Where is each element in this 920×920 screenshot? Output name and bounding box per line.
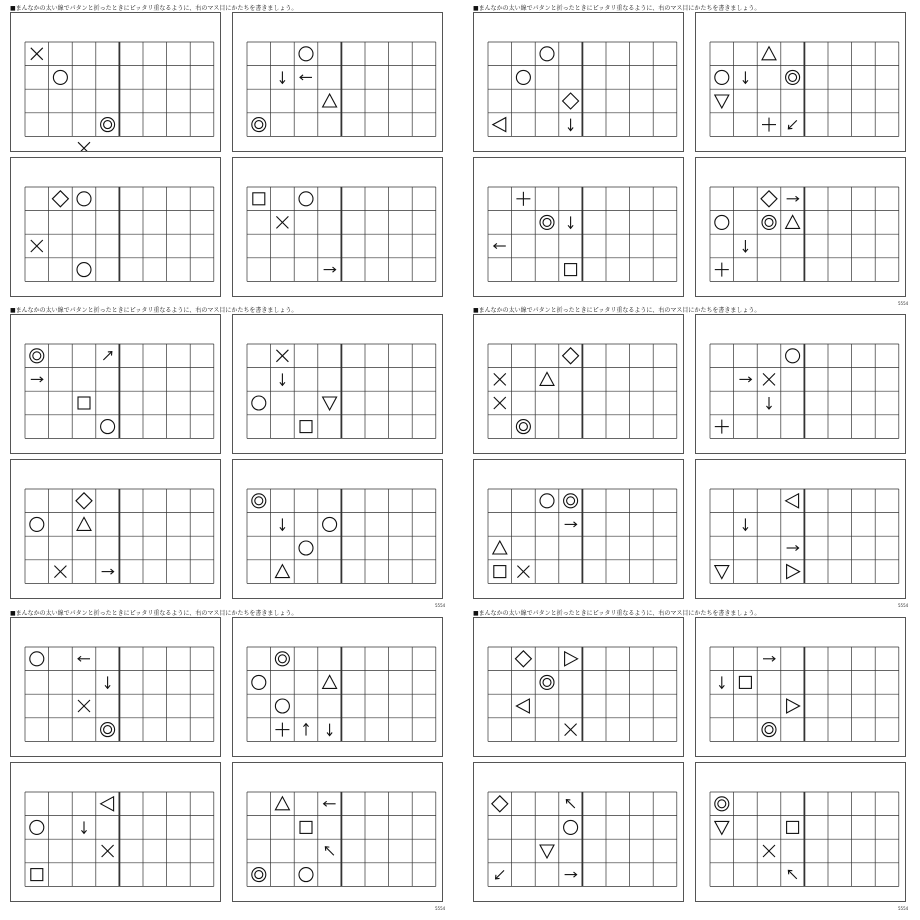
puzzle-card [10,12,221,152]
shape-circle [252,675,266,689]
puzzle-card [695,12,906,152]
shape-down [568,119,573,131]
shape-down [766,397,771,409]
shape-right [565,872,577,877]
shape-circle [77,192,91,206]
shape-triangle [323,94,337,107]
shape-circle [540,494,554,508]
grid [11,158,220,296]
puzzle-card [232,617,443,757]
worksheet-page [10,610,450,910]
shape-tri-right [565,652,578,666]
puzzle-card [232,762,443,902]
grid [11,13,220,151]
shape-right [787,196,799,201]
shape-upleft [566,800,574,808]
shape-cross [78,142,90,151]
shape-triangle [323,675,337,688]
grid [696,13,905,151]
shape-tri-left [786,494,799,508]
shape-left [324,801,336,806]
puzzle-card [232,157,443,297]
shape-diamond [515,651,531,667]
shape-down [743,71,748,83]
puzzle-card [473,617,684,757]
shape-square [787,821,799,833]
worksheet-page [473,307,913,607]
shape-tri-right [787,565,800,579]
grid [233,13,442,151]
shape-plus [275,723,289,737]
shape-square [300,421,312,433]
shape-square [31,869,43,881]
shape-plus [762,118,776,132]
grid [233,158,442,296]
page-code: 5554 [898,906,909,911]
shape-diamond [563,348,579,364]
instruction-text: ■まんなかの太い線でパタンと折ったときにピッタリ重なるように、右のマス目にかたちを書きましょう。 [10,5,298,12]
puzzle-card [695,157,906,297]
shape-circle [53,70,67,84]
shape-tri-left [101,797,114,811]
shape-double [564,494,578,508]
shape-tri-down [540,845,554,858]
grid [11,763,220,901]
shape-square [565,264,577,276]
grid [233,763,442,901]
shape-tri-down [323,397,337,410]
grid [474,460,683,598]
grid [474,13,683,151]
shape-diamond [563,93,579,109]
puzzle-card [473,157,684,297]
shape-circle [715,215,729,229]
shape-double [252,118,266,132]
shape-square [494,566,506,578]
grid [696,618,905,756]
shape-circle [540,47,554,61]
shape-tri-down [715,95,729,108]
grid [474,158,683,296]
shape-double [30,349,44,363]
shape-circle [323,517,337,531]
page-code: 5554 [898,603,909,608]
shape-triangle [275,565,289,578]
shape-circle [299,868,313,882]
grid [11,618,220,756]
grid [233,315,442,453]
shape-circle [299,192,313,206]
shape-double [786,70,800,84]
shape-diamond [76,493,92,509]
worksheet-page [10,5,450,305]
shape-down [743,518,748,530]
shape-diamond [492,796,508,812]
shape-cross [517,566,529,578]
shape-circle [77,263,91,277]
shape-double [252,868,266,882]
shape-square [300,821,312,833]
shape-circle [516,70,530,84]
shape-circle [299,47,313,61]
shape-right [565,522,577,527]
shape-double [540,675,554,689]
shape-plus [516,192,530,206]
page-code: 5554 [435,603,446,608]
shape-up [303,724,308,736]
shape-circle [252,396,266,410]
grid [696,158,905,296]
grid [11,315,220,453]
shape-down [280,518,285,530]
shape-circle [101,420,115,434]
shape-down [743,240,748,252]
shape-double [540,215,554,229]
shape-cross [494,397,506,409]
shape-tri-left [516,699,529,713]
shape-double [275,652,289,666]
shape-down [719,676,724,688]
puzzle-card [473,12,684,152]
shape-cross [763,845,775,857]
worksheet-page [473,610,913,910]
shape-triangle [762,47,776,60]
puzzle-card [10,157,221,297]
shape-circle [275,699,289,713]
shape-square [253,193,265,205]
grid [474,315,683,453]
worksheet-page [473,5,913,305]
shape-cross [565,724,577,736]
shape-cross [54,566,66,578]
grid [233,618,442,756]
shape-right [31,377,43,382]
shape-cross [276,350,288,362]
puzzle-card [232,459,443,599]
shape-circle [30,517,44,531]
shape-double [762,215,776,229]
shape-down [105,676,110,688]
grid [11,460,220,598]
shape-circle [564,820,578,834]
shape-down [568,216,573,228]
shape-diamond [761,191,777,207]
shape-down [280,373,285,385]
shape-right [787,545,799,550]
puzzle-card [695,459,906,599]
shape-down [280,71,285,83]
shape-cross [763,373,775,385]
shape-double [101,723,115,737]
grid [233,460,442,598]
puzzle-card [10,762,221,902]
puzzle-card [473,459,684,599]
puzzle-card [695,617,906,757]
shape-diamond [52,191,68,207]
puzzle-card [10,617,221,757]
puzzle-card [695,314,906,454]
shape-downleft [496,870,504,878]
shape-cross [78,700,90,712]
instruction-text: ■まんなかの太い線でパタンと折ったときにピッタリ重なるように、右のマス目にかたちを書きましょう。 [473,307,761,314]
grid [474,618,683,756]
puzzle-card [473,762,684,902]
instruction-text: ■まんなかの太い線でパタンと折ったときにピッタリ重なるように、右のマス目にかたちを書きましょう。 [473,610,761,617]
shape-circle [30,820,44,834]
shape-tri-down [715,821,729,834]
shape-circle [715,70,729,84]
worksheet-page [10,307,450,607]
shape-double [101,118,115,132]
shape-double [762,723,776,737]
shape-down [81,821,86,833]
puzzle-card [695,762,906,902]
shape-right [763,656,775,661]
shape-right [102,569,114,574]
page-code: 5554 [898,301,909,306]
shape-triangle [275,797,289,810]
shape-cross [102,845,114,857]
instruction-text: ■まんなかの太い線でパタンと折ったときにピッタリ重なるように、右のマス目にかたちを書きましょう。 [473,5,761,12]
grid [474,763,683,901]
shape-upleft [325,847,333,855]
shape-down [327,724,332,736]
grid [696,315,905,453]
puzzle-card [232,314,443,454]
shape-plus [715,263,729,277]
shape-square [739,676,751,688]
shape-tri-left [493,118,506,132]
shape-tri-right [787,699,800,713]
puzzle-card [473,314,684,454]
grid [696,763,905,901]
puzzle-card [232,12,443,152]
shape-plus [715,420,729,434]
shape-cross [276,216,288,228]
shape-right [739,377,751,382]
shape-square [78,397,90,409]
puzzle-card [10,314,221,454]
shape-triangle [540,372,554,385]
shape-cross [494,373,506,385]
shape-double [252,494,266,508]
grid [696,460,905,598]
shape-left [78,656,90,661]
shape-downleft [788,120,796,128]
shape-left [300,75,312,80]
shape-double [715,797,729,811]
shape-right [324,267,336,272]
shape-circle [786,349,800,363]
shape-upright [103,352,111,360]
shape-tri-down [715,566,729,579]
page-code: 5554 [435,906,446,911]
shape-triangle [77,517,91,530]
instruction-text: ■まんなかの太い線でパタンと折ったときにピッタリ重なるように、右のマス目にかたちを書きましょう。 [10,307,298,314]
shape-circle [30,652,44,666]
shape-triangle [493,541,507,554]
shape-cross [31,240,43,252]
shape-triangle [786,215,800,228]
puzzle-card [10,459,221,599]
shape-cross [31,48,43,60]
shape-circle [299,541,313,555]
shape-upleft [788,870,796,878]
shape-double [516,420,530,434]
shape-left [494,243,506,248]
instruction-text: ■まんなかの太い線でパタンと折ったときにピッタリ重なるように、右のマス目にかたちを書きましょう。 [10,610,298,617]
